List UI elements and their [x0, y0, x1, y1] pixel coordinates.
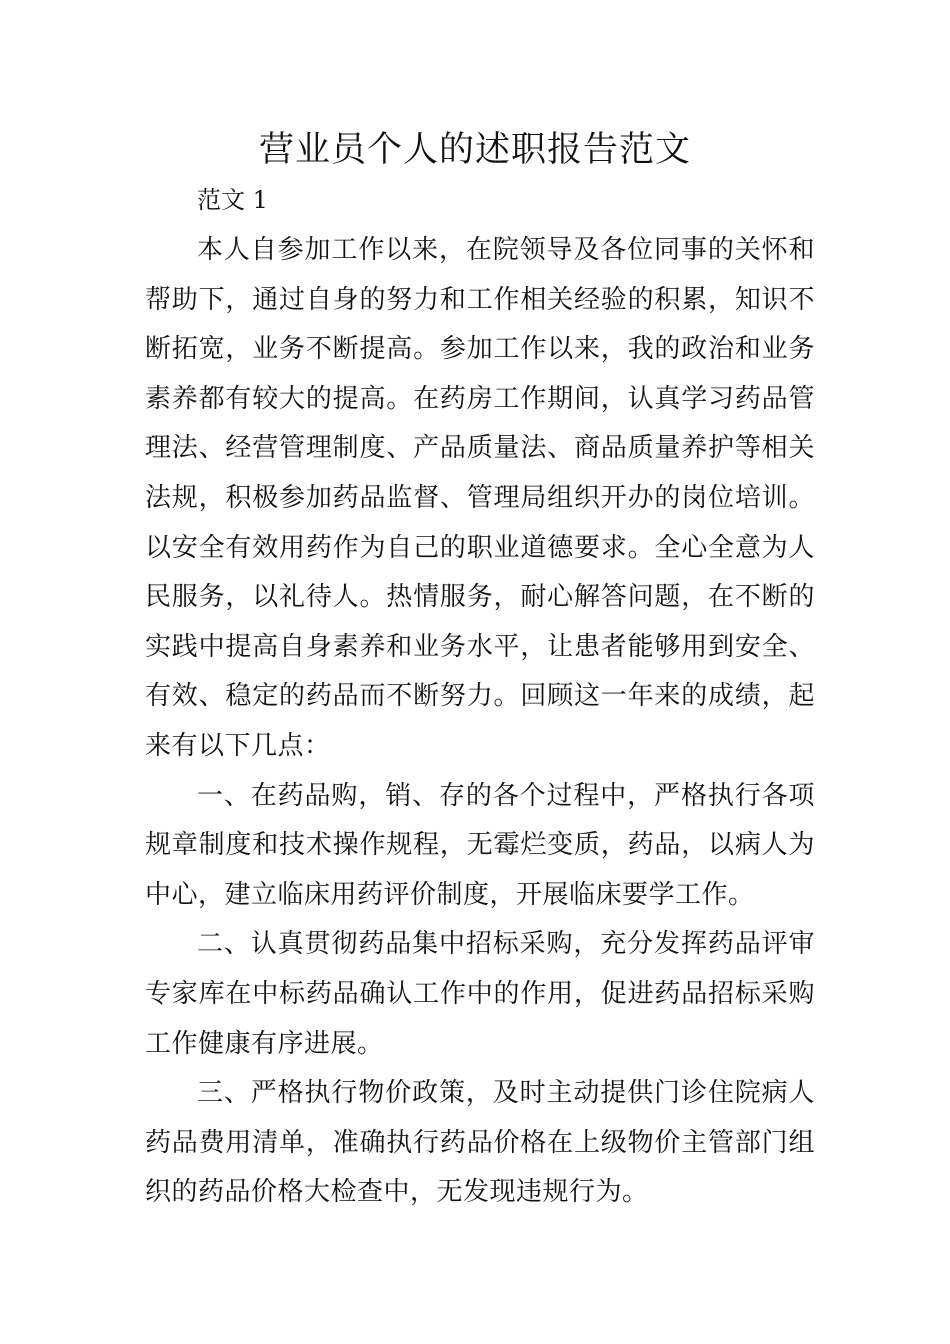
document-title: 营业员个人的述职报告范文 — [258, 130, 691, 170]
paragraph-intro: 本人自参加工作以来，在院领导及各位同事的关怀和帮助下，通过自身的努力和工作相关经验的积累，知识不断拓宽，业务不断提高。参加工作以来，我的政治和业务素养都有较大的提高。在药房工作期间，认真学习药品管理法、经营管理制度、产品质量法、商品质量养护等相关法规，积极参加药品监督、管理局组织开办的岗位培训。以安全有效用药作为自己的职业道德要求。全心全意为人民服务，以礼待人。热情服务，耐心解答问题，在不断的实践中提高自身素养和业务水平，让患者能够用到安全、有效、稳定的药品而不断努力。回顾这一年来的成绩，起来有以下几点： — [145, 235, 815, 761]
document-body — [145, 226, 815, 1218]
paragraph-point-1: 一、在药品购，销、存的各个过程中，严格执行各项规章制度和技术操作规程，无霉烂变质，药品，以病人为中心，建立临床用药评价制度，开展临床要学工作。 — [145, 780, 815, 910]
paragraph-point-2: 二、认真贯彻药品集中招标采购，充分发挥药品评审专家库在中标药品确认工作中的作用，促进药品招标采购工作健康有序进展。 — [145, 929, 815, 1059]
paragraph-point-3: 三、严格执行物价政策，及时主动提供门诊住院病人药品费用清单，准确执行药品价格在上级物价主管部门组织的药品价格大检查中，无发现违规行为。 — [145, 1078, 815, 1208]
section-label: 范文 1 — [197, 186, 268, 214]
